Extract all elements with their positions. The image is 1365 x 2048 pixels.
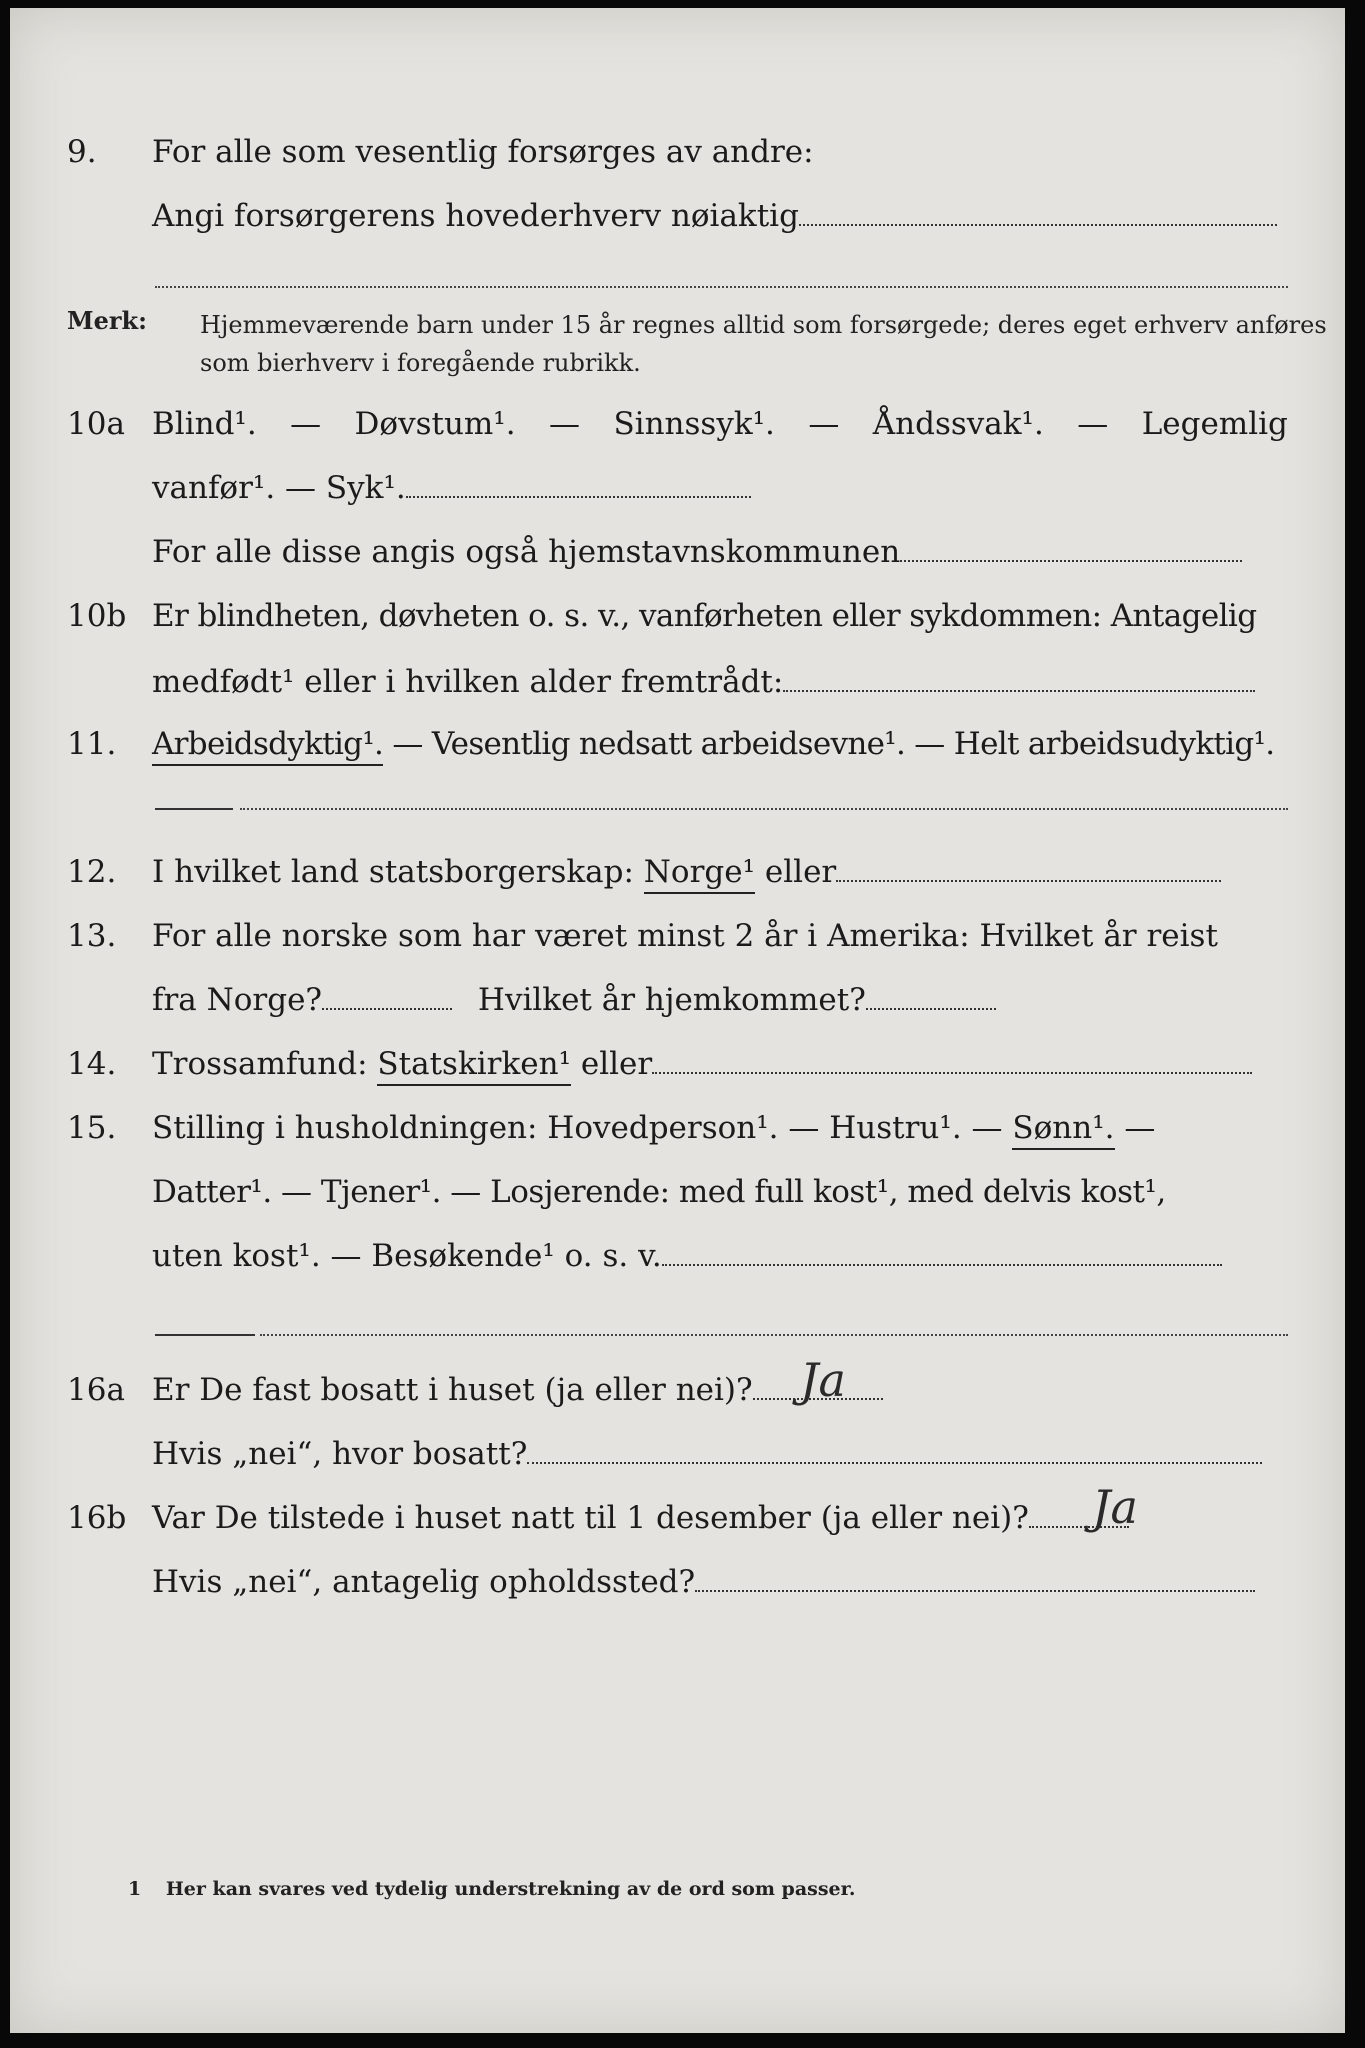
footnote-mark: 1 [128, 1878, 142, 1900]
q11-number: 11. [67, 726, 117, 762]
q15-options-a[interactable]: Stilling i husholdningen: Hovedperson¹. — Hustru¹. — [152, 1110, 1003, 1146]
option-dovstum[interactable]: Døvstum¹. [354, 406, 516, 442]
q13-hjemkommet-label: Hvilket år hjemkommet? [477, 982, 866, 1018]
q13-reist-label: fra Norge? [152, 982, 323, 1018]
separator [155, 808, 233, 810]
q16a-line1 [10, 1372, 1345, 1420]
q12-line [10, 854, 1345, 902]
q10a-hjemstavn-label: For alle disse angis også hjemstavnskommunen [152, 534, 901, 570]
q10b-line1 [10, 598, 1345, 646]
option-legemlig[interactable]: Legemlig [1141, 406, 1288, 442]
q15-line2 [10, 1174, 1345, 1222]
footnote [128, 1878, 856, 1900]
q13-hjemkommet-field[interactable] [866, 984, 996, 1010]
dash: — [808, 406, 840, 442]
q14-eller: eller [580, 1046, 653, 1082]
q10b-text: Er blindheten, døvheten o. s. v., vanførheten eller sykdommen: Antagelig [152, 598, 1257, 634]
q11-other-options[interactable]: — Vesentlig nedsatt arbeidsevne¹. — Helt arbeidsudyktig¹. [392, 726, 1275, 762]
q9-text: For alle som vesentlig forsørges av andre: [152, 134, 814, 170]
q16a-line2 [10, 1436, 1345, 1484]
separator [155, 286, 1288, 288]
q13-text: For alle norske som har været minst 2 år i Amerika: Hvilket år reist [152, 918, 1218, 954]
q13-line1 [10, 918, 1345, 966]
q10a-line2 [10, 470, 1345, 518]
q16b-question: Var De tilstede i huset natt til 1 desember (ja eller nei)? [152, 1500, 1029, 1536]
q16a-number: 16a [67, 1372, 125, 1408]
footnote-text: Her kan svares ved tydelig understrekning av de ord som passer. [165, 1878, 856, 1900]
q16a-bosatt-label: Hvis „nei“, hvor bosatt? [152, 1436, 528, 1472]
q15-line3 [10, 1238, 1345, 1286]
q10a-options [152, 406, 1288, 442]
q16a-bosatt-field[interactable] [527, 1438, 1262, 1464]
census-form-page [10, 8, 1345, 2033]
merk-text: Hjemmeværende barn under 15 år regnes alltid som forsørgede; deres eget erhverv anføres som bierhverv i foregående rubrikk. [200, 311, 1327, 377]
q14-other-field[interactable] [652, 1048, 1252, 1074]
q13-reist-field[interactable] [322, 984, 452, 1010]
q12-label: I hvilket land statsborgerskap: [152, 854, 634, 890]
q12-other-field[interactable] [836, 856, 1221, 882]
q10a-line1 [10, 406, 1345, 454]
q14-number: 14. [67, 1046, 117, 1082]
q10b-line2 [10, 664, 1345, 712]
q13-number: 13. [67, 918, 117, 954]
separator [155, 1334, 255, 1336]
option-blind[interactable]: Blind¹. [152, 406, 257, 442]
q15-other-field[interactable] [662, 1240, 1222, 1266]
q16a-handwritten-answer: Ja [800, 1353, 846, 1407]
q9-line2 [10, 198, 1345, 246]
q16b-handwritten-answer: Ja [1092, 1480, 1138, 1534]
q16b-opholdssted-field[interactable] [695, 1566, 1255, 1592]
q15-answer-underlined[interactable]: Sønn¹. [1012, 1110, 1114, 1150]
q11-answer-underlined[interactable]: Arbeidsdyktig¹. [152, 726, 383, 766]
q13-line2 [10, 982, 1345, 1030]
q14-answer-underlined[interactable]: Statskirken¹ [377, 1046, 571, 1086]
q12-answer-underlined[interactable]: Norge¹ [644, 854, 755, 894]
q16b-line2 [10, 1564, 1345, 1612]
q10a-syk-field[interactable] [406, 472, 751, 498]
dash: — [1124, 1110, 1156, 1146]
option-andssvak[interactable]: Åndssvak¹. [872, 406, 1044, 442]
q9-line1 [10, 134, 1345, 182]
q15-options-c[interactable]: uten kost¹. — Besøkende¹ o. s. v. [152, 1238, 662, 1274]
q12-number: 12. [67, 854, 117, 890]
q16b-line1 [10, 1500, 1345, 1548]
option-sinnssyk[interactable]: Sinnssyk¹. [613, 406, 775, 442]
q9-occupation-label: Angi forsørgerens hovederhverv nøiaktig [152, 198, 799, 234]
q10b-number: 10b [67, 598, 127, 634]
q9-occupation-field[interactable] [799, 200, 1277, 226]
dash: — [549, 406, 581, 442]
q15-number: 15. [67, 1110, 117, 1146]
q16b-opholdssted-label: Hvis „nei“, antagelig opholdssted? [152, 1564, 696, 1600]
q16a-question: Er De fast bosatt i huset (ja eller nei)? [152, 1372, 753, 1408]
q14-label: Trossamfund: [152, 1046, 368, 1082]
separator [260, 1334, 1288, 1336]
separator [240, 808, 1288, 810]
q10a-vanfor-syk[interactable]: vanfør¹. — Syk¹. [152, 470, 406, 506]
q10a-number: 10a [67, 406, 125, 442]
dash: — [1077, 406, 1109, 442]
q16b-number: 16b [67, 1500, 127, 1536]
q10b-alder-field[interactable] [783, 666, 1255, 692]
dash: — [290, 406, 322, 442]
q15-line1 [10, 1110, 1345, 1158]
q10a-hjemstavn-field[interactable] [900, 536, 1242, 562]
q9-number: 9. [67, 134, 97, 170]
q14-line [10, 1046, 1345, 1094]
q15-options-b[interactable]: Datter¹. — Tjener¹. — Losjerende: med full kost¹, med delvis kost¹, [152, 1174, 1166, 1210]
merk-label: Merk: [67, 306, 147, 335]
q11-line [10, 726, 1345, 774]
q10b-alder-label: medfødt¹ eller i hvilken alder fremtrådt: [152, 664, 784, 700]
q12-eller: eller [764, 854, 837, 890]
q10a-line3 [10, 534, 1345, 582]
